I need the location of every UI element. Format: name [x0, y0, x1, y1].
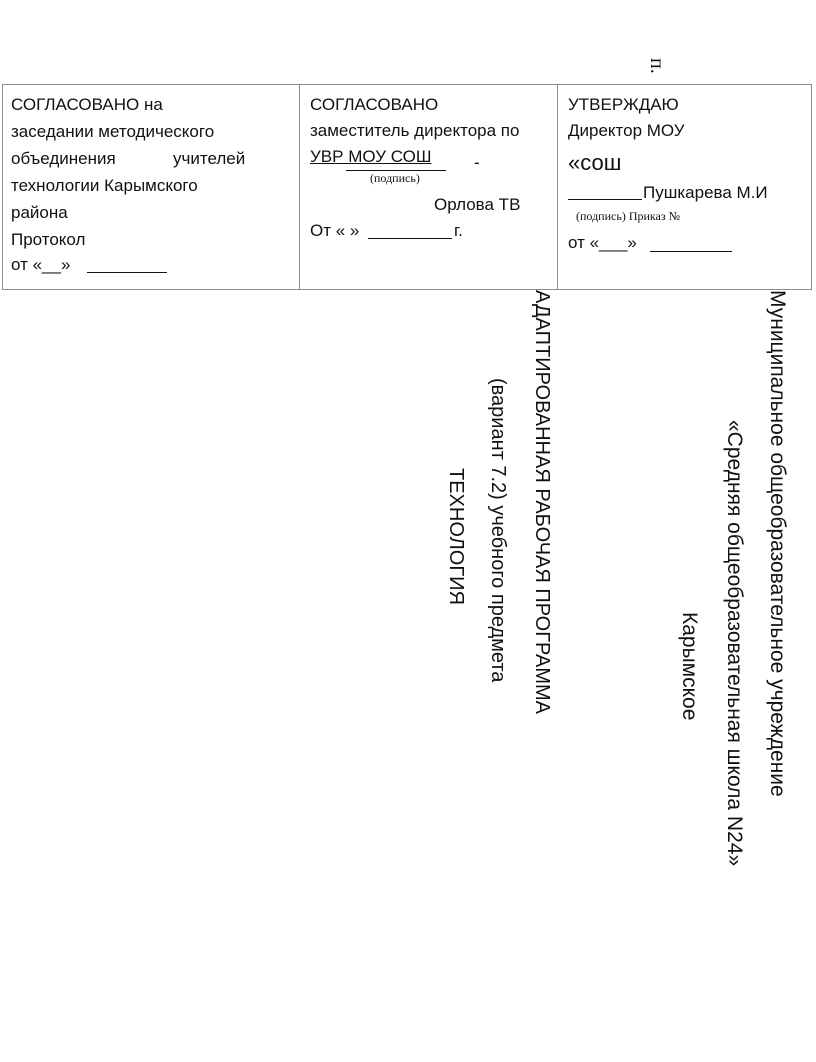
col3-line3: «сош — [568, 150, 622, 175]
col3-line2: Директор МОУ — [568, 121, 685, 140]
col1-line6: Протокол — [11, 230, 86, 249]
approval-methodical-association — [3, 85, 300, 289]
col3-date-line — [650, 251, 732, 252]
col2-dash: - — [474, 153, 480, 172]
school-location-line: Карымское — [678, 612, 701, 721]
col1-line3-right: учителей — [173, 149, 246, 168]
col2-date-suffix: г. — [454, 221, 463, 240]
col1-line5: района — [11, 203, 68, 222]
program-subject: ТЕХНОЛОГИЯ — [445, 468, 467, 606]
col1-line2: заседании методического — [11, 122, 215, 141]
col1-line4: технологии Карымского — [11, 176, 198, 195]
page-mark: п. — [646, 58, 668, 74]
col1-date-prefix: от «__» — [11, 255, 71, 274]
school-type-line: Муниципальное общеобразовательное учреждение — [766, 290, 789, 797]
col3-heading: УТВЕРЖДАЮ — [568, 95, 679, 114]
col2-heading: СОГЛАСОВАНО — [310, 95, 439, 114]
col2-date-line — [368, 238, 452, 239]
approval-director — [558, 85, 811, 289]
col3-signature-line — [568, 199, 642, 200]
col3-date-prefix: от «___» — [568, 233, 637, 252]
col3-signature-note: (подпись) Приказ № — [576, 209, 681, 223]
col1-line3-left: объединения — [11, 149, 116, 168]
col1-date-line — [87, 272, 167, 273]
program-variant: (вариант 7.2) учебного предмета — [487, 378, 509, 683]
col1-heading: СОГЛАСОВАНО на — [11, 95, 163, 114]
col2-line2: заместитель директора по — [310, 121, 520, 140]
col2-name: Орлова ТВ — [434, 195, 521, 214]
approval-deputy-director — [300, 85, 558, 289]
school-name-line: «Средняя общеобразовательная школа N24» — [723, 420, 746, 867]
col2-line3: УВР МОУ СОШ — [310, 147, 432, 166]
col2-signature-note: (подпись) — [370, 171, 420, 185]
approval-table — [2, 84, 812, 290]
col3-name: Пушкарева М.И — [643, 183, 768, 202]
col2-date-prefix: От « » — [310, 221, 360, 240]
program-title: АДАПТИРОВАННАЯ РАБОЧАЯ ПРОГРАММА — [531, 290, 553, 715]
